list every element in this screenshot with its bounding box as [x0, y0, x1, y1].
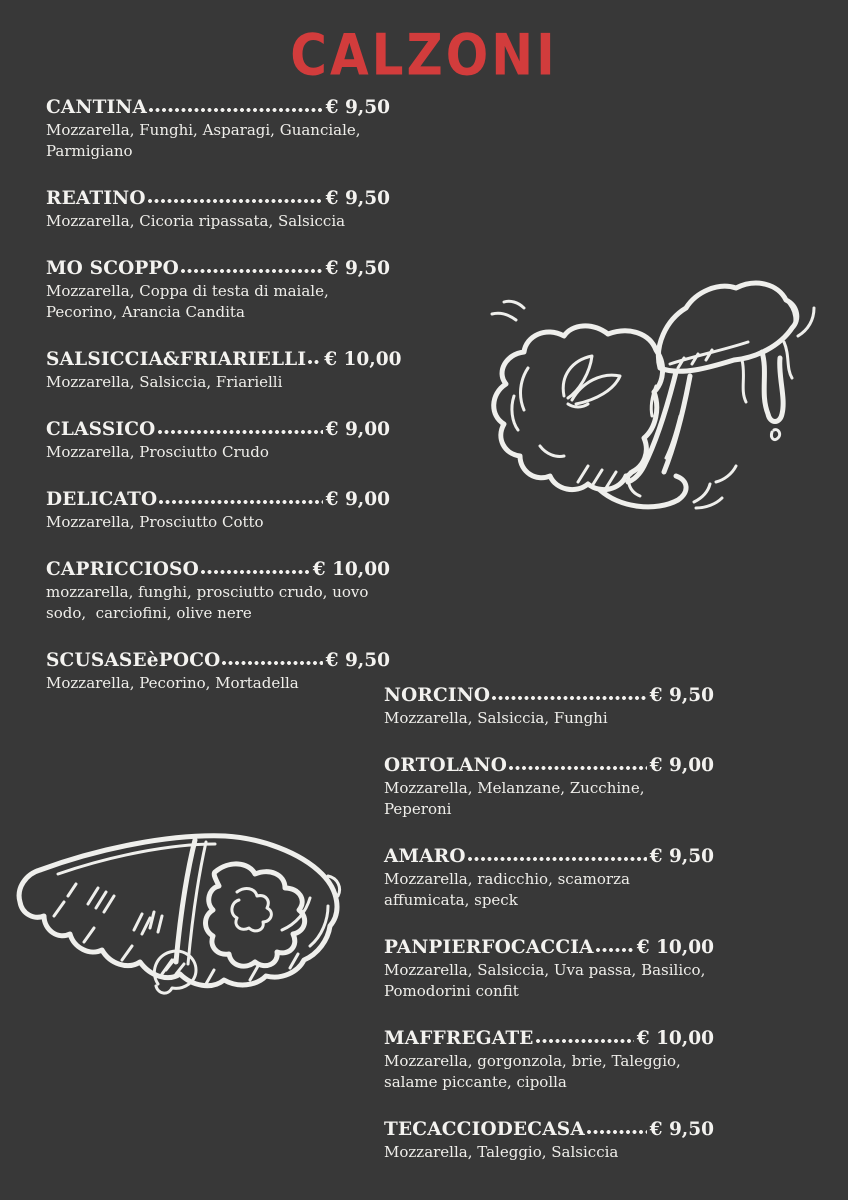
dotted-leader — [147, 198, 323, 204]
dotted-leader — [307, 359, 321, 365]
item-row — [46, 648, 390, 673]
item-name: CLASSICO — [46, 419, 156, 440]
menu-item — [384, 844, 714, 911]
item-description: Mozzarella, Salsiccia, Funghi — [384, 709, 608, 727]
item-name: AMARO — [384, 846, 466, 867]
item-name: REATINO — [46, 188, 146, 209]
item-description: Mozzarella, Prosciutto Crudo — [46, 443, 269, 461]
item-row — [384, 1026, 714, 1051]
item-row — [46, 256, 390, 281]
item-price: € 9,50 — [649, 685, 714, 706]
item-row — [384, 683, 714, 708]
item-name: MAFFREGATE — [384, 1028, 534, 1049]
item-price: € 10,00 — [636, 937, 714, 958]
item-description: Mozzarella, Melanzane, Zucchine, Peperoni — [384, 779, 650, 818]
dotted-leader — [586, 1129, 647, 1135]
item-price: € 9,00 — [649, 755, 714, 776]
page-title: CALZONI — [290, 22, 558, 89]
item-price: € 9,50 — [325, 258, 390, 279]
item-price: € 9,00 — [325, 419, 390, 440]
dotted-leader — [148, 107, 323, 113]
menu-item — [46, 256, 390, 323]
item-description: Mozzarella, Salsiccia, Uva passa, Basilico, Pomodorini confit — [384, 961, 711, 1000]
item-price: € 9,50 — [649, 846, 714, 867]
item-name: MO SCOPPO — [46, 258, 179, 279]
calzone-cheese-pull-illustration — [480, 276, 840, 526]
menu-item — [46, 487, 390, 533]
item-price: € 9,50 — [325, 188, 390, 209]
item-row — [46, 186, 390, 211]
menu-column-right — [384, 683, 714, 1187]
dotted-leader — [535, 1038, 634, 1044]
dotted-leader — [508, 765, 647, 771]
item-row — [384, 844, 714, 869]
item-description: Mozzarella, Cicoria ripassata, Salsiccia — [46, 212, 346, 230]
item-description: Mozzarella, Salsiccia, Friarielli — [46, 373, 283, 391]
item-description: Mozzarella, gorgonzola, brie, Taleggio, salame piccante, cipolla — [384, 1052, 686, 1091]
menu-item — [384, 1117, 714, 1163]
menu-item — [46, 648, 390, 694]
item-price: € 9,50 — [325, 97, 390, 118]
item-name: CAPRICCIOSO — [46, 559, 199, 580]
item-description: Mozzarella, Prosciutto Cotto — [46, 513, 264, 531]
menu-item — [46, 186, 390, 232]
item-row — [384, 753, 714, 778]
menu-item — [384, 1026, 714, 1093]
item-price: € 10,00 — [324, 349, 402, 370]
item-row — [46, 417, 390, 442]
dotted-leader — [595, 947, 634, 953]
item-name: TECACCIODECASA — [384, 1119, 585, 1140]
item-price: € 9,50 — [325, 650, 390, 671]
item-price: € 9,00 — [325, 489, 390, 510]
item-name: PANPIERFOCACCIA — [384, 937, 594, 958]
menu-item — [384, 753, 714, 820]
item-row — [46, 347, 402, 372]
dotted-leader — [180, 268, 323, 274]
item-row — [46, 95, 390, 120]
dotted-leader — [158, 499, 322, 505]
item-row — [384, 1117, 714, 1142]
dotted-leader — [491, 695, 646, 701]
item-price: € 10,00 — [636, 1028, 714, 1049]
menu-column-left — [46, 95, 402, 718]
item-description: Mozzarella, Coppa di testa di maiale, Pecorino, Arancia Candita — [46, 282, 334, 321]
item-row — [46, 557, 390, 582]
item-description: Mozzarella, Pecorino, Mortadella — [46, 674, 299, 692]
menu-item — [46, 347, 402, 393]
item-name: DELICATO — [46, 489, 158, 510]
item-name: ORTOLANO — [384, 755, 508, 776]
item-description: Mozzarella, Taleggio, Salsiccia — [384, 1143, 619, 1161]
item-row — [384, 935, 714, 960]
item-name: SALSICCIA&FRIARIELLI — [46, 349, 307, 370]
menu-item — [46, 95, 390, 162]
item-name: SCUSASEèPOCO — [46, 650, 221, 671]
dotted-leader — [467, 856, 647, 862]
menu-item — [46, 557, 390, 624]
item-row — [46, 487, 390, 512]
dotted-leader — [157, 429, 323, 435]
calzone-cut-open-sketch-icon — [10, 812, 355, 1037]
dotted-leader — [200, 569, 310, 575]
menu-item — [46, 417, 390, 463]
item-name: NORCINO — [384, 685, 491, 706]
item-price: € 10,00 — [312, 559, 390, 580]
item-description: Mozzarella, radicchio, scamorza affumicata, speck — [384, 870, 635, 909]
item-name: CANTINA — [46, 97, 148, 118]
menu-item — [384, 683, 714, 729]
calzone-cheese-pull-sketch-icon — [480, 276, 840, 526]
item-description: Mozzarella, Funghi, Asparagi, Guanciale, Parmigiano — [46, 121, 366, 160]
item-price: € 9,50 — [649, 1119, 714, 1140]
calzone-cut-open-illustration — [10, 812, 355, 1037]
item-description: mozzarella, funghi, prosciutto crudo, uovo sodo, carciofini, olive nere — [46, 583, 374, 622]
menu-item — [384, 935, 714, 1002]
dotted-leader — [221, 660, 322, 666]
